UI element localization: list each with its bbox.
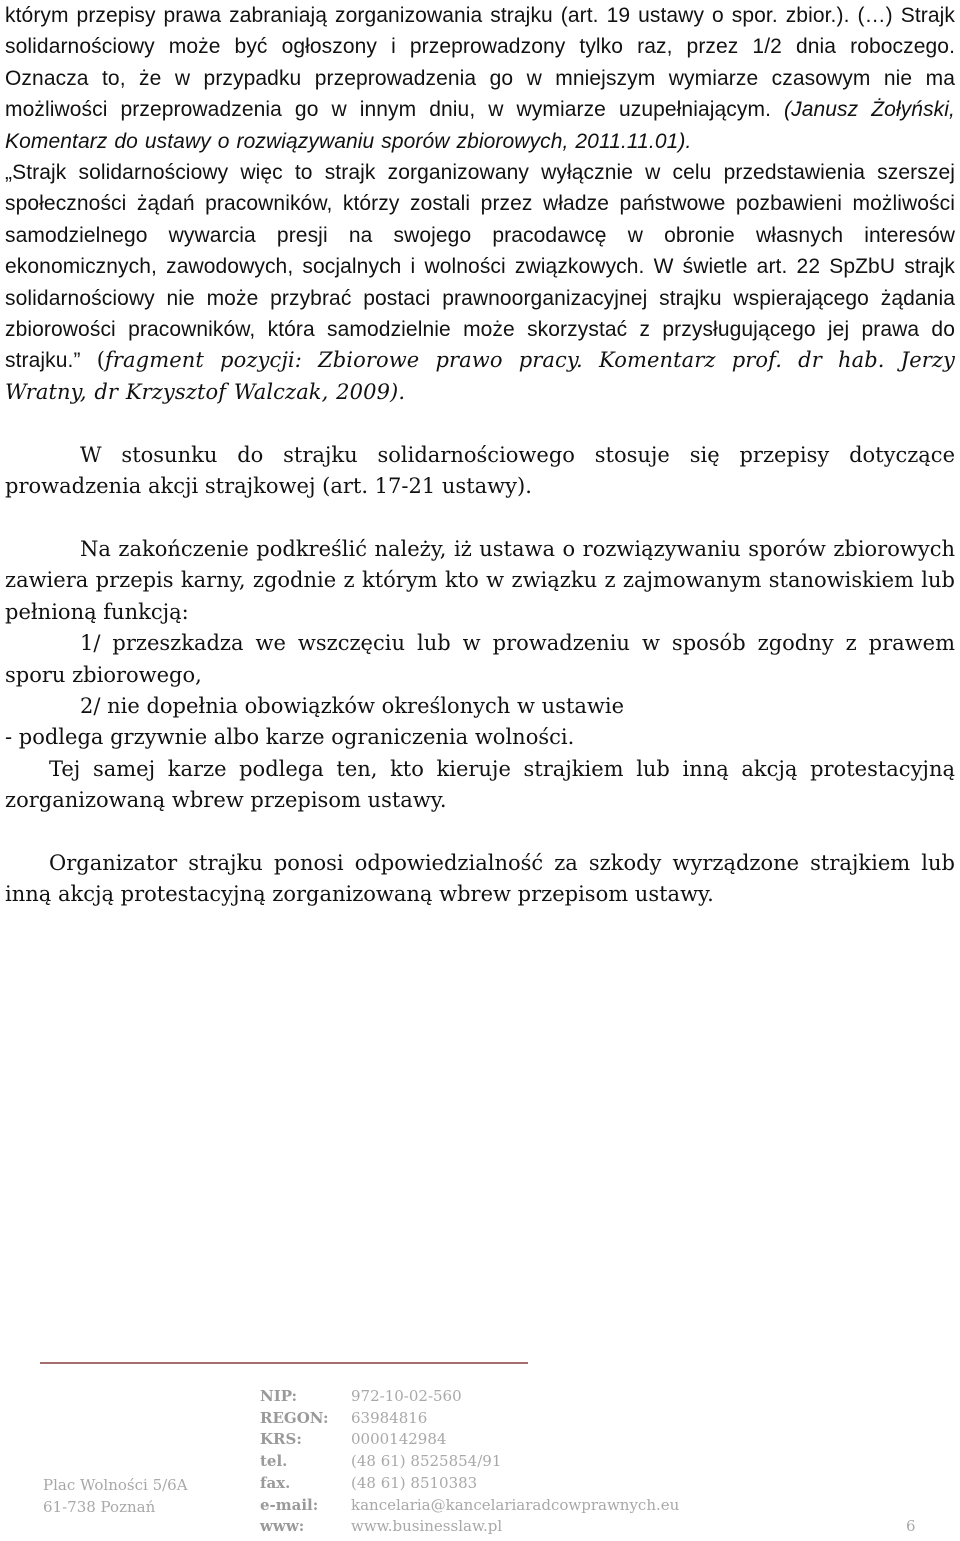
info-key: fax. [260,1473,291,1492]
footer-address [43,1474,188,1518]
paragraph-organizer-liability: Organizator strajku ponosi odpowiedzialność za szkody wyrządzone strajkiem lub inną akcją protestacyjną zorganizowaną wbrew przepisom ustawy. [5,850,955,907]
info-row-email [260,1495,679,1517]
footer-company-info [260,1386,679,1538]
penal-list-item-2: 2/ nie dopełnia obowiązków określonych w ustawie [80,693,625,718]
info-key: e-mail: [260,1495,319,1514]
commentary-text: którym przepisy prawa zabraniają zorganizowania strajku (art. 19 ustawy o spor. zbior.). (…) Strajk solidarnościowy może być ogłoszony i przeprowadzony tylko raz, przez 1/2 dnia roboczego. Oznacza to, że w przypadku przeprowadzenia go w mniejszym wymiarze czasowym nie ma możliwości przeprowadzenia go w innym dniu, w wymiarze uzupełniającym. [5,4,955,122]
info-row-fax [260,1473,679,1495]
info-row-krs [260,1429,679,1451]
quote-citation-open: ( [80,348,106,373]
info-value: (48 61) 8510383 [351,1473,478,1492]
info-value: 972-10-02-560 [351,1387,462,1405]
info-row-phone [260,1451,679,1473]
penal-list-item-1: 1/ przeszkadza we wszczęciu lub w prowadzeniu w sposób zgodny z prawem sporu zbiorowego, [5,631,955,687]
info-value: 0000142984 [351,1430,447,1449]
info-key: REGON: [260,1408,329,1427]
address-city: 61-738 Poznań [43,1498,156,1516]
info-key: tel. [260,1452,288,1471]
paragraph-commentary-zolynski [5,0,955,157]
paragraph-penal-provision-intro: Na zakończenie podkreślić należy, iż ustawa o rozwiązywaniu sporów zbiorowych zawiera przepis karny, zgodnie z którym kto w związku z zajmowanym stanowiskiem lub pełnioną funkcją: [5,536,955,624]
info-key: NIP: [260,1387,298,1405]
penal-penalty-line: - podlega grzywnie albo karze ograniczenia wolności. [5,725,575,750]
info-row-nip [260,1386,679,1408]
info-row-regon [260,1408,679,1430]
page-footer [0,1386,960,1536]
paragraph-applicable-provisions: W stosunku do strajku solidarnościowego stosuje się przepisy dotyczące prowadzenia akcji strajkowej (art. 17-21 ustawy). [5,442,955,499]
info-row-website [260,1516,679,1538]
email-link[interactable]: kancelaria@kancelariaradcowprawnych.eu [351,1495,680,1514]
page-number: 6 [906,1517,916,1535]
info-key: www: [260,1517,305,1536]
spacer [5,408,955,439]
quote-citation: fragment pozycji: Zbiorowe prawo pracy. Komentarz prof. dr hab. Jerzy Wratny, dr Krzysztof Walczak, 2009). [5,348,955,404]
paragraph-quote-solidarity-strike [5,157,955,408]
website-link[interactable]: www.businesslaw.pl [351,1517,503,1536]
spacer [5,817,955,848]
address-street: Plac Wolności 5/6A [43,1476,188,1494]
paragraph-same-penalty: Tej samej karze podlega ten, kto kieruje strajkiem lub inną akcją protestacyjną zorganizowaną wbrew przepisom ustawy. [5,756,955,813]
quote-text: „Strajk solidarnościowy więc to strajk zorganizowany wyłącznie w celu przedstawienia szerszej społeczności żądań pracowników, którzy zostali przez władze państwowe pozbawieni możliwości samodzielnego wywarcia presji na swojego pracodawcę w obronie własnych interesów ekonomicznych, zawodowych, socjalnych i wolności związkowych. W świetle art. 22 SpZbU strajk solidarnościowy nie może przybrać postaci prawnoorganizacyjnej strajku wspierającego żądania zbiorowości pracowników, która samodzielnie może skorzystać z przysługującego jej prawa do strajku.” [5,161,955,373]
spacer [5,502,955,533]
info-value: (48 61) 8525854/91 [351,1452,502,1471]
info-value: 63984816 [351,1408,428,1427]
footer-divider [40,1362,528,1364]
info-key: KRS: [260,1430,302,1449]
document-body [5,0,955,911]
commentary-citation: (Janusz Żołyński, Komentarz do ustawy o rozwiązywaniu sporów zbiorowych, 2011.11.01). [5,98,955,153]
